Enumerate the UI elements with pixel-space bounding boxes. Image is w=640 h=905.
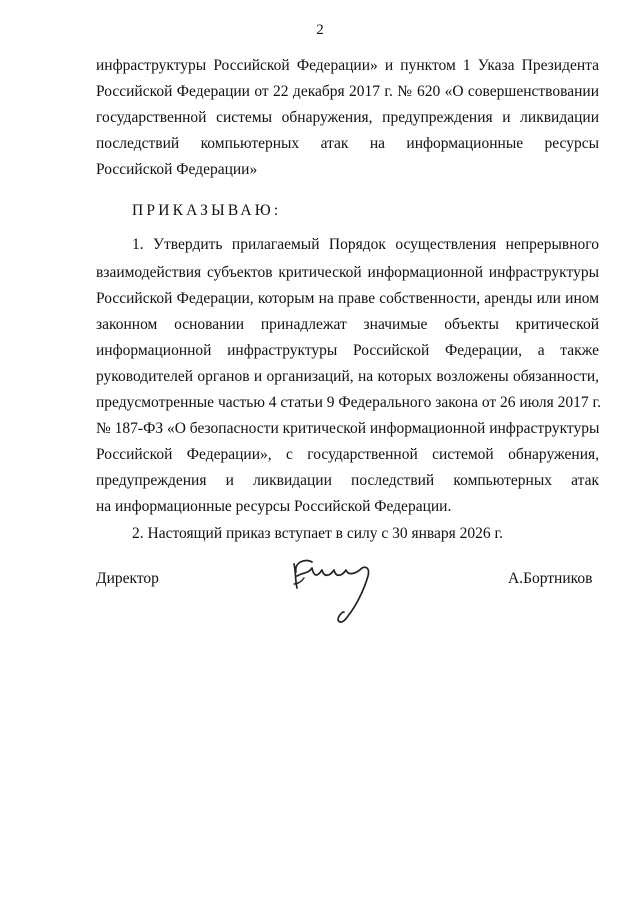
signatory-role: Директор <box>96 570 159 587</box>
item1-line: предусмотренные частью 4 статьи 9 Федерального закона от 26 июля 2017 г. <box>96 394 601 411</box>
signatory-name: А.Бортников <box>508 570 593 587</box>
handwritten-signature <box>282 550 382 630</box>
item1-line: Российской Федерации, которым на праве собственности, аренды или ином <box>96 290 599 307</box>
item1-line: № 187-ФЗ «О безопасности критической информационной инфраструктуры <box>96 420 600 437</box>
item1-line: законном основании принадлежат значимые объекты критической <box>96 316 599 333</box>
item1-line: на информационные ресурсы Российской Федерации. <box>96 498 452 515</box>
preamble-line: Российской Федерации от 22 декабря 2017 г. № 620 «О совершенствовании <box>96 83 599 100</box>
item1-line: Российской Федерации», с государственной системой обнаружения, <box>96 446 599 463</box>
item1-line: информационной инфраструктуры Российской Федерации, а также <box>96 342 599 359</box>
item1-line: руководителей органов и организаций, на которых возложены обязанности, <box>96 368 599 385</box>
item1-line: взаимодействия субъектов критической информационной инфраструктуры <box>96 264 599 281</box>
preamble-line: Российской Федерации» <box>96 161 258 178</box>
page-number: 2 <box>316 22 324 38</box>
item2-line: 2. Настоящий приказ вступает в силу с 30 января 2026 г. <box>132 525 504 542</box>
item1-line: 1. Утвердить прилагаемый Порядок осуществления непрерывного <box>132 236 599 253</box>
preamble-line: государственной системы обнаружения, предупреждения и ликвидации <box>96 109 599 126</box>
item1-line: предупреждения и ликвидации последствий компьютерных атак <box>96 472 599 489</box>
order-heading: ПРИКАЗЫВАЮ: <box>132 202 282 219</box>
preamble-line: последствий компьютерных атак на информационные ресурсы <box>96 135 599 152</box>
preamble-line: инфраструктуры Российской Федерации» и пунктом 1 Указа Президента <box>96 57 599 74</box>
